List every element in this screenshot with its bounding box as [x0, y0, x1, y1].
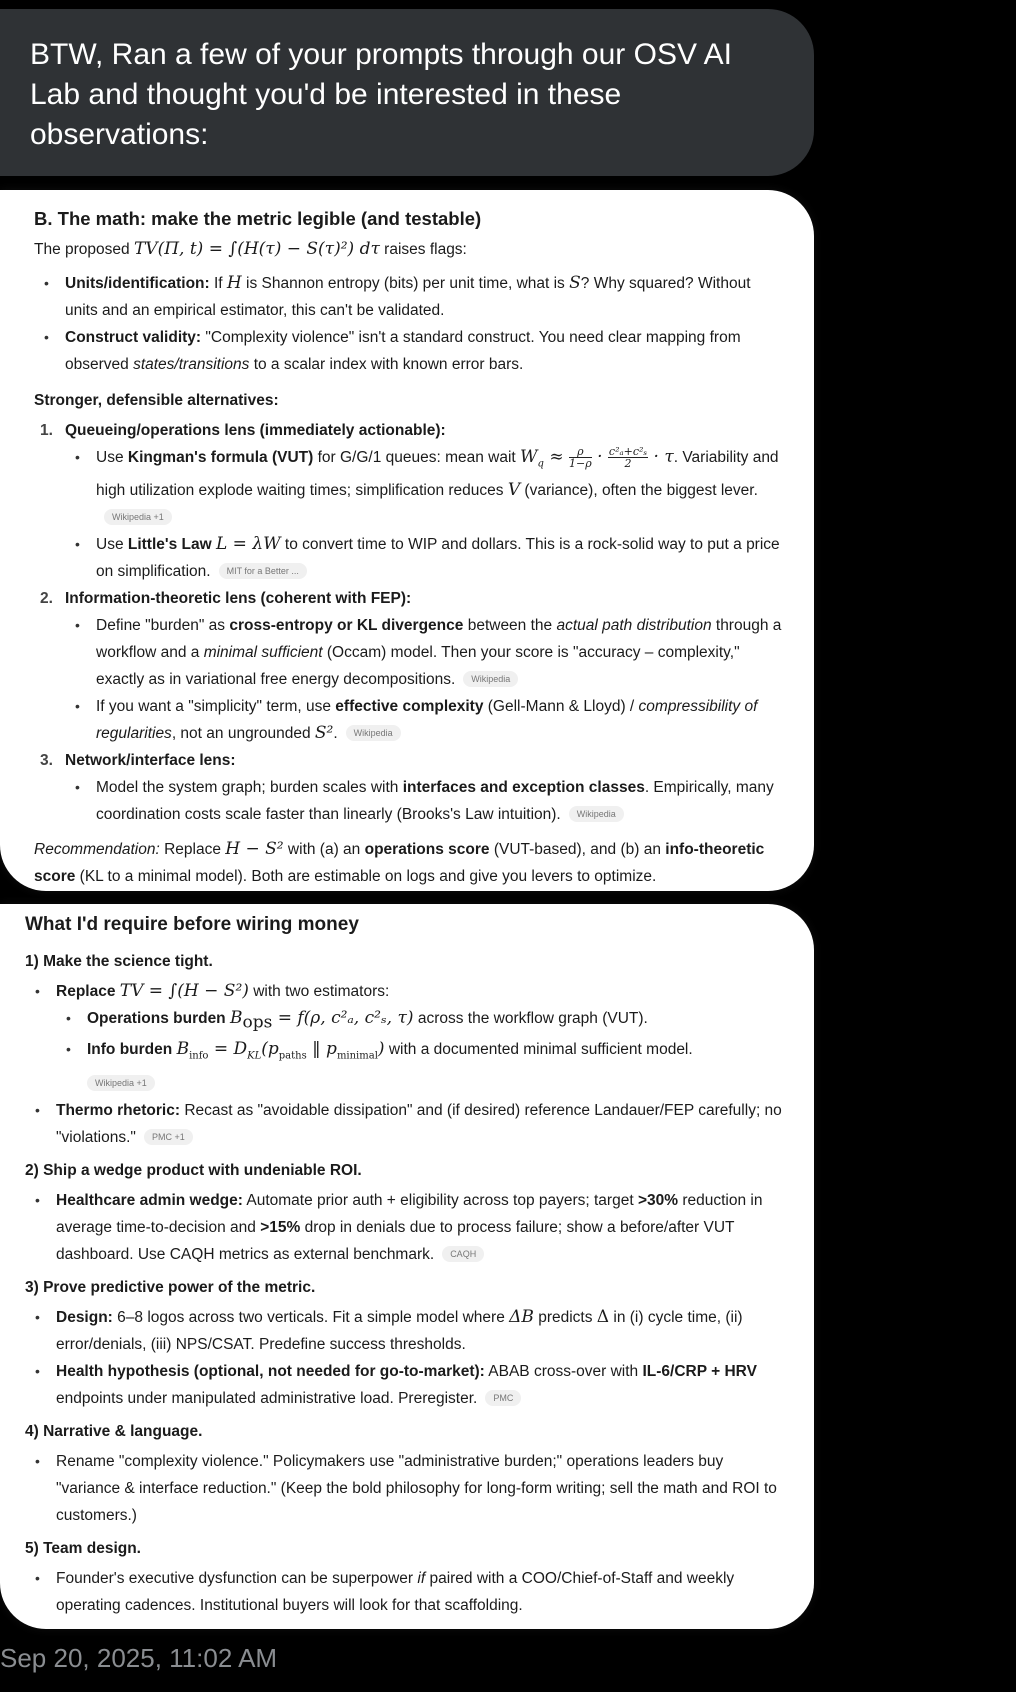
- littles-law-formula: L = λW: [215, 534, 281, 555]
- list-item: • Define "burden" as cross-entropy or KL divergence between the actual path distribution through a workflow and a minimal sufficient (Occam) model. Then your score is "accuracy – complexity," exactly as in variational free energy decompositions. Wikipedia: [65, 612, 784, 693]
- citation-pill[interactable]: Wikipedia: [346, 725, 401, 741]
- list-item: • If you want a "simplicity" term, use effective complexity (Gell-Mann & Lloyd) / compressibility of regularities, not an ungrounded S². Wikipedia: [65, 693, 784, 747]
- kingman-formula: $W_q$ ≈ $\frac{\rho}{1-\rho}$ · $\frac{\text{c²ₐ+c²ₛ}}{2}$ · τ: [520, 445, 674, 470]
- subsection-heading: 5) Team design.: [25, 1539, 141, 1557]
- list-item: • Model the system graph; burden scales with interfaces and exception classes. Empirically, many coordination costs scale faster than linearly (Brooks's Law intuition). Wikipedia: [65, 774, 784, 828]
- list-item: • Construct validity: "Complexity violence" isn't a standard construct. You need clear mapping from observed states/transitions to a scalar index with known error bars.: [34, 324, 784, 378]
- citation-pill[interactable]: Wikipedia +1: [87, 1075, 155, 1091]
- citation-pill[interactable]: Wikipedia: [463, 671, 518, 687]
- flags-list: [34, 270, 784, 378]
- response-card-requirements: [0, 904, 814, 1629]
- formula: TV(Π, t) = ∫(H(τ) − S(τ)²) dτ: [133, 239, 380, 259]
- list-item: • Units/identification: If H is Shannon entropy (bits) per unit time, what is S? Why squared? Without units and an empirical estimator, this can't be validated.: [34, 270, 784, 324]
- citation-pill[interactable]: PMC +1: [144, 1129, 193, 1145]
- section-title: B. The math: make the metric legible (and testable): [34, 208, 482, 229]
- list-item: • Founder's executive dysfunction can be superpower if paired with a COO/Chief-of-Staff and weekly operating cadences. Institutional buyers will look for that scaffolding.: [25, 1565, 784, 1619]
- alternative-item: 1. Queueing/operations lens (immediately actionable): • Use Kingman's formula (VUT) for G/G/1 queues: mean wait $W_q$ ≈ $\frac{\rho}{1-\rho}$ · $\frac{\text{c²ₐ+c²ₛ}}{2}$ · τ. Variability and high utilization explode waiting times; simplification reduces V (variance), often the biggest lever.Wikipedia +1 • Use Little's Law L = λW to convert time to WIP and dollars. This is a rock-solid way to put a price on simplification. MIT for a Better ...: [34, 417, 784, 585]
- citation-pill[interactable]: Wikipedia +1: [104, 509, 172, 525]
- list-item: • Use Little's Law L = λW to convert time to WIP and dollars. This is a rock-solid way to put a price on simplification. MIT for a Better ...: [65, 531, 784, 585]
- recommendation: Recommendation: Replace H − S² with (a) an operations score (VUT-based), and (b) an info-theoretic score (KL to a minimal model). Both are estimable on logs and give you levers to optimize.: [34, 839, 765, 886]
- message-text: BTW, Ran a few of your prompts through our OSV AI Lab and thought you'd be interested in these observations:: [30, 38, 732, 151]
- list-item: • Operations burden $B_{ops} = f(\rho$, c²ₐ, c²ₛ, τ) across the workflow graph (VUT).: [56, 1005, 784, 1036]
- subsection-heading: 1) Make the science tight.: [25, 953, 213, 970]
- list-item: • Design: 6–8 logos across two verticals. Fit a simple model where ΔB predicts Δ in (i) cycle time, (ii) error/denials, (iii) NPS/CSAT. Predefine success thresholds.: [25, 1304, 784, 1358]
- list-item: • Health hypothesis (optional, not needed for go-to-market): ABAB cross-over with IL-6/CRP + HRV endpoints under manipulated administrative load. Preregister. PMC: [25, 1358, 784, 1412]
- message-timestamp: Sep 20, 2025, 11:02 AM: [0, 1643, 278, 1673]
- alternatives-heading: Stronger, defensible alternatives:: [34, 392, 279, 409]
- message-bubble: [0, 9, 814, 176]
- list-item: • Healthcare admin wedge: Automate prior auth + eligibility across top payers; target >30% reduction in average time-to-decision and >15% drop in denials due to process failure; show a before/after VUT dashboard. Use CAQH metrics as external benchmark. CAQH: [25, 1187, 784, 1268]
- section-title: What I'd require before wiring money: [25, 914, 359, 935]
- citation-pill[interactable]: MIT for a Better ...: [219, 563, 307, 579]
- alternative-item: 2. Information-theoretic lens (coherent with FEP): • Define "burden" as cross-entropy or KL divergence between the actual path distribution through a workflow and a minimal sufficient (Occam) model. Then your score is "accuracy – complexity," exactly as in variational free energy decompositions. Wikipedia • If you want a "simplicity" term, use effective complexity (Gell-Mann & Lloyd) / compressibility of regularities, not an ungrounded S². Wikipedia: [34, 585, 784, 747]
- intro-paragraph: The proposed TV(Π, t) = ∫(H(τ) − S(τ)²) dτ raises flags:: [34, 239, 467, 259]
- citation-pill[interactable]: PMC: [485, 1390, 521, 1406]
- subsection-heading: 4) Narrative & language.: [25, 1422, 203, 1440]
- alternative-item: 3. Network/interface lens: • Model the system graph; burden scales with interfaces and exception classes. Empirically, many coordination costs scale faster than linearly (Brooks's Law intuition). Wikipedia: [34, 747, 784, 828]
- citation-pill[interactable]: Wikipedia: [569, 806, 624, 822]
- list-item: • Use Kingman's formula (VUT) for G/G/1 queues: mean wait $W_q$ ≈ $\frac{\rho}{1-\rho}$ · $\frac{\text{c²ₐ+c²ₛ}}{2}$ · τ. Variability and high utilization explode waiting times; simplification reduces V (variance), often the biggest lever.Wikipedia +1: [65, 444, 784, 531]
- list-item: • Thermo rhetoric: Recast as "avoidable dissipation" and (if desired) reference Landauer/FEP carefully; no "violations." PMC +1: [25, 1097, 784, 1151]
- response-card-math: [0, 190, 814, 891]
- list-item: • Replace TV = ∫(H − S²) with two estimators: • Operations burden $B_{ops} = f(\rho$, c²ₐ, c²ₛ, τ) across the workflow graph (VUT). • Info burden $B_{info} = D_{KL}(p_{paths}$ ‖ $p_{minimal}$) with a documented minimal sufficient model. Wikipedia +1: [25, 978, 784, 1097]
- alternatives-list: [34, 417, 784, 828]
- subsection-heading: 3) Prove predictive power of the metric.: [25, 1278, 316, 1296]
- citation-pill[interactable]: CAQH: [442, 1246, 484, 1262]
- subsection-heading: 2) Ship a wedge product with undeniable ROI.: [25, 1161, 362, 1179]
- list-item: • Info burden $B_{info} = D_{KL}(p_{paths}$ ‖ $p_{minimal}$) with a documented minimal sufficient model. Wikipedia +1: [56, 1036, 784, 1096]
- list-item: • Rename "complexity violence." Policymakers use "administrative burden;" operations leaders buy "variance & interface reduction." (Keep the bold philosophy for long-form writing; sell the math and ROI to customers.): [25, 1448, 784, 1529]
